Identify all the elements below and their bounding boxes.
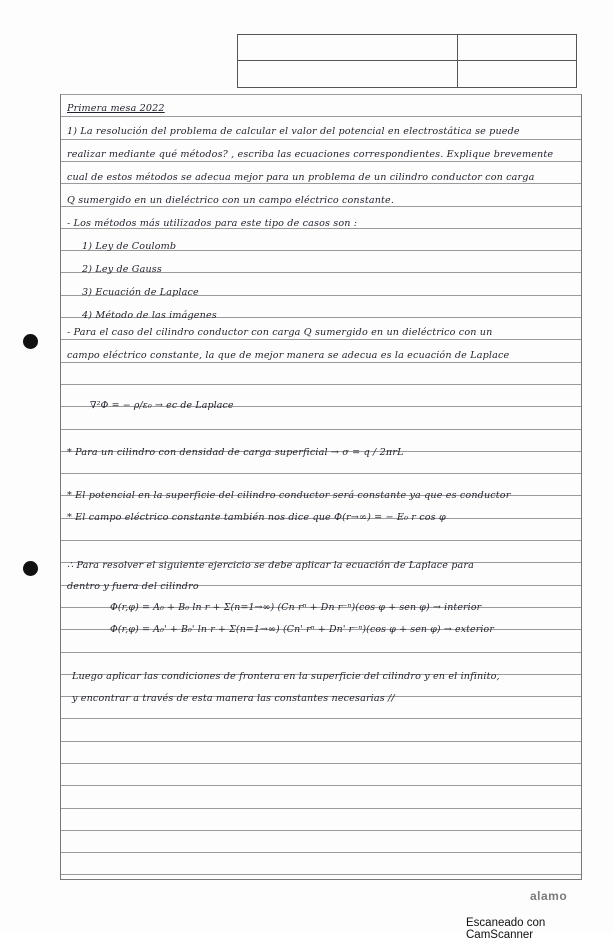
ruled-sheet	[60, 94, 582, 880]
ruled-line	[61, 384, 581, 385]
question-line: realizar mediante qué métodos? , escriba las ecuaciones correspondientes. Explique brevemente	[67, 149, 554, 160]
ruled-line	[61, 94, 581, 95]
question-line: cual de estos métodos se adecua mejor para un problema de un cilindro conductor con carga	[67, 172, 535, 183]
ruled-line	[61, 785, 581, 786]
answer-line: - Los métodos más utilizados para este tipo de casos son :	[67, 218, 358, 229]
ruled-line	[61, 830, 581, 831]
interior-solution-equation: Φ(r,φ) = A₀ + B₀ ln r + Σ(n=1→∞) (Cn rⁿ + Dn r⁻ⁿ)(cos φ + sen φ) → interior	[110, 602, 482, 613]
ruled-line	[61, 718, 581, 719]
answer-line: y encontrar a través de esta manera las constantes necesarias //	[72, 693, 395, 704]
ruled-line	[61, 116, 581, 117]
ruled-line	[61, 206, 581, 207]
question-line: Q sumergido en un dieléctrico con un campo eléctrico constante.	[67, 195, 395, 206]
ruled-line	[61, 852, 581, 853]
punch-hole-top	[23, 334, 38, 349]
ruled-line	[61, 652, 581, 653]
question-line: 1) La resolución del problema de calcular el valor del potencial en electrostática se puede	[67, 126, 520, 137]
answer-line: - Para el caso del cilindro conductor con carga Q sumergido en un dieléctrico con un	[67, 327, 493, 338]
ruled-line	[61, 874, 581, 875]
answer-line: ∴ Para resolver el siguiente ejercicio se debe aplicar la ecuación de Laplace para	[67, 560, 475, 571]
method-item: 4) Método de las imágenes	[82, 310, 217, 321]
answer-line: * Para un cilindro con densidad de carga superficial → σ = q / 2πrL	[67, 447, 404, 458]
header-grid-column-divider	[457, 35, 458, 87]
ruled-line	[61, 183, 581, 184]
punch-hole-bottom	[23, 561, 38, 576]
ruled-line	[61, 362, 581, 363]
header-grid-divider	[238, 60, 576, 61]
scanner-watermark: Escaneado con CamScanner	[466, 917, 546, 941]
answer-line: dentro y fuera del cilindro	[67, 581, 199, 592]
notebook-brand: alamo	[530, 889, 568, 903]
answer-line: campo eléctrico constante, la que de mejor manera se adecua es la ecuación de Laplace	[67, 350, 510, 361]
ruled-line	[61, 139, 581, 140]
laplace-equation: ∇²Φ = − ρ/ε₀ → ec de Laplace	[90, 400, 234, 411]
exterior-solution-equation: Φ(r,φ) = A₀' + B₀' ln r + Σ(n=1→∞) (Cn' rⁿ + Dn' r⁻ⁿ)(cos φ + sen φ) → exterior	[110, 624, 494, 635]
answer-line: * El campo eléctrico constante también nos dice que Φ(r→∞) = − E₀ r cos φ	[67, 512, 446, 523]
answer-line: Luego aplicar las condiciones de frontera en la superficie del cilindro y en el infinito,	[72, 671, 500, 682]
exam-title: Primera mesa 2022	[67, 103, 165, 114]
method-item: 2) Ley de Gauss	[82, 264, 162, 275]
ruled-line	[61, 808, 581, 809]
method-item: 1) Ley de Coulomb	[82, 241, 177, 252]
method-item: 3) Ecuación de Laplace	[82, 287, 199, 298]
ruled-line	[61, 763, 581, 764]
ruled-line	[61, 473, 581, 474]
ruled-line	[61, 161, 581, 162]
ruled-line	[61, 540, 581, 541]
ruled-line	[61, 339, 581, 340]
header-grid-box	[237, 34, 577, 88]
ruled-line	[61, 741, 581, 742]
answer-line: * El potencial en la superficie del cilindro conductor será constante ya que es conductor	[67, 490, 511, 501]
ruled-line	[61, 429, 581, 430]
